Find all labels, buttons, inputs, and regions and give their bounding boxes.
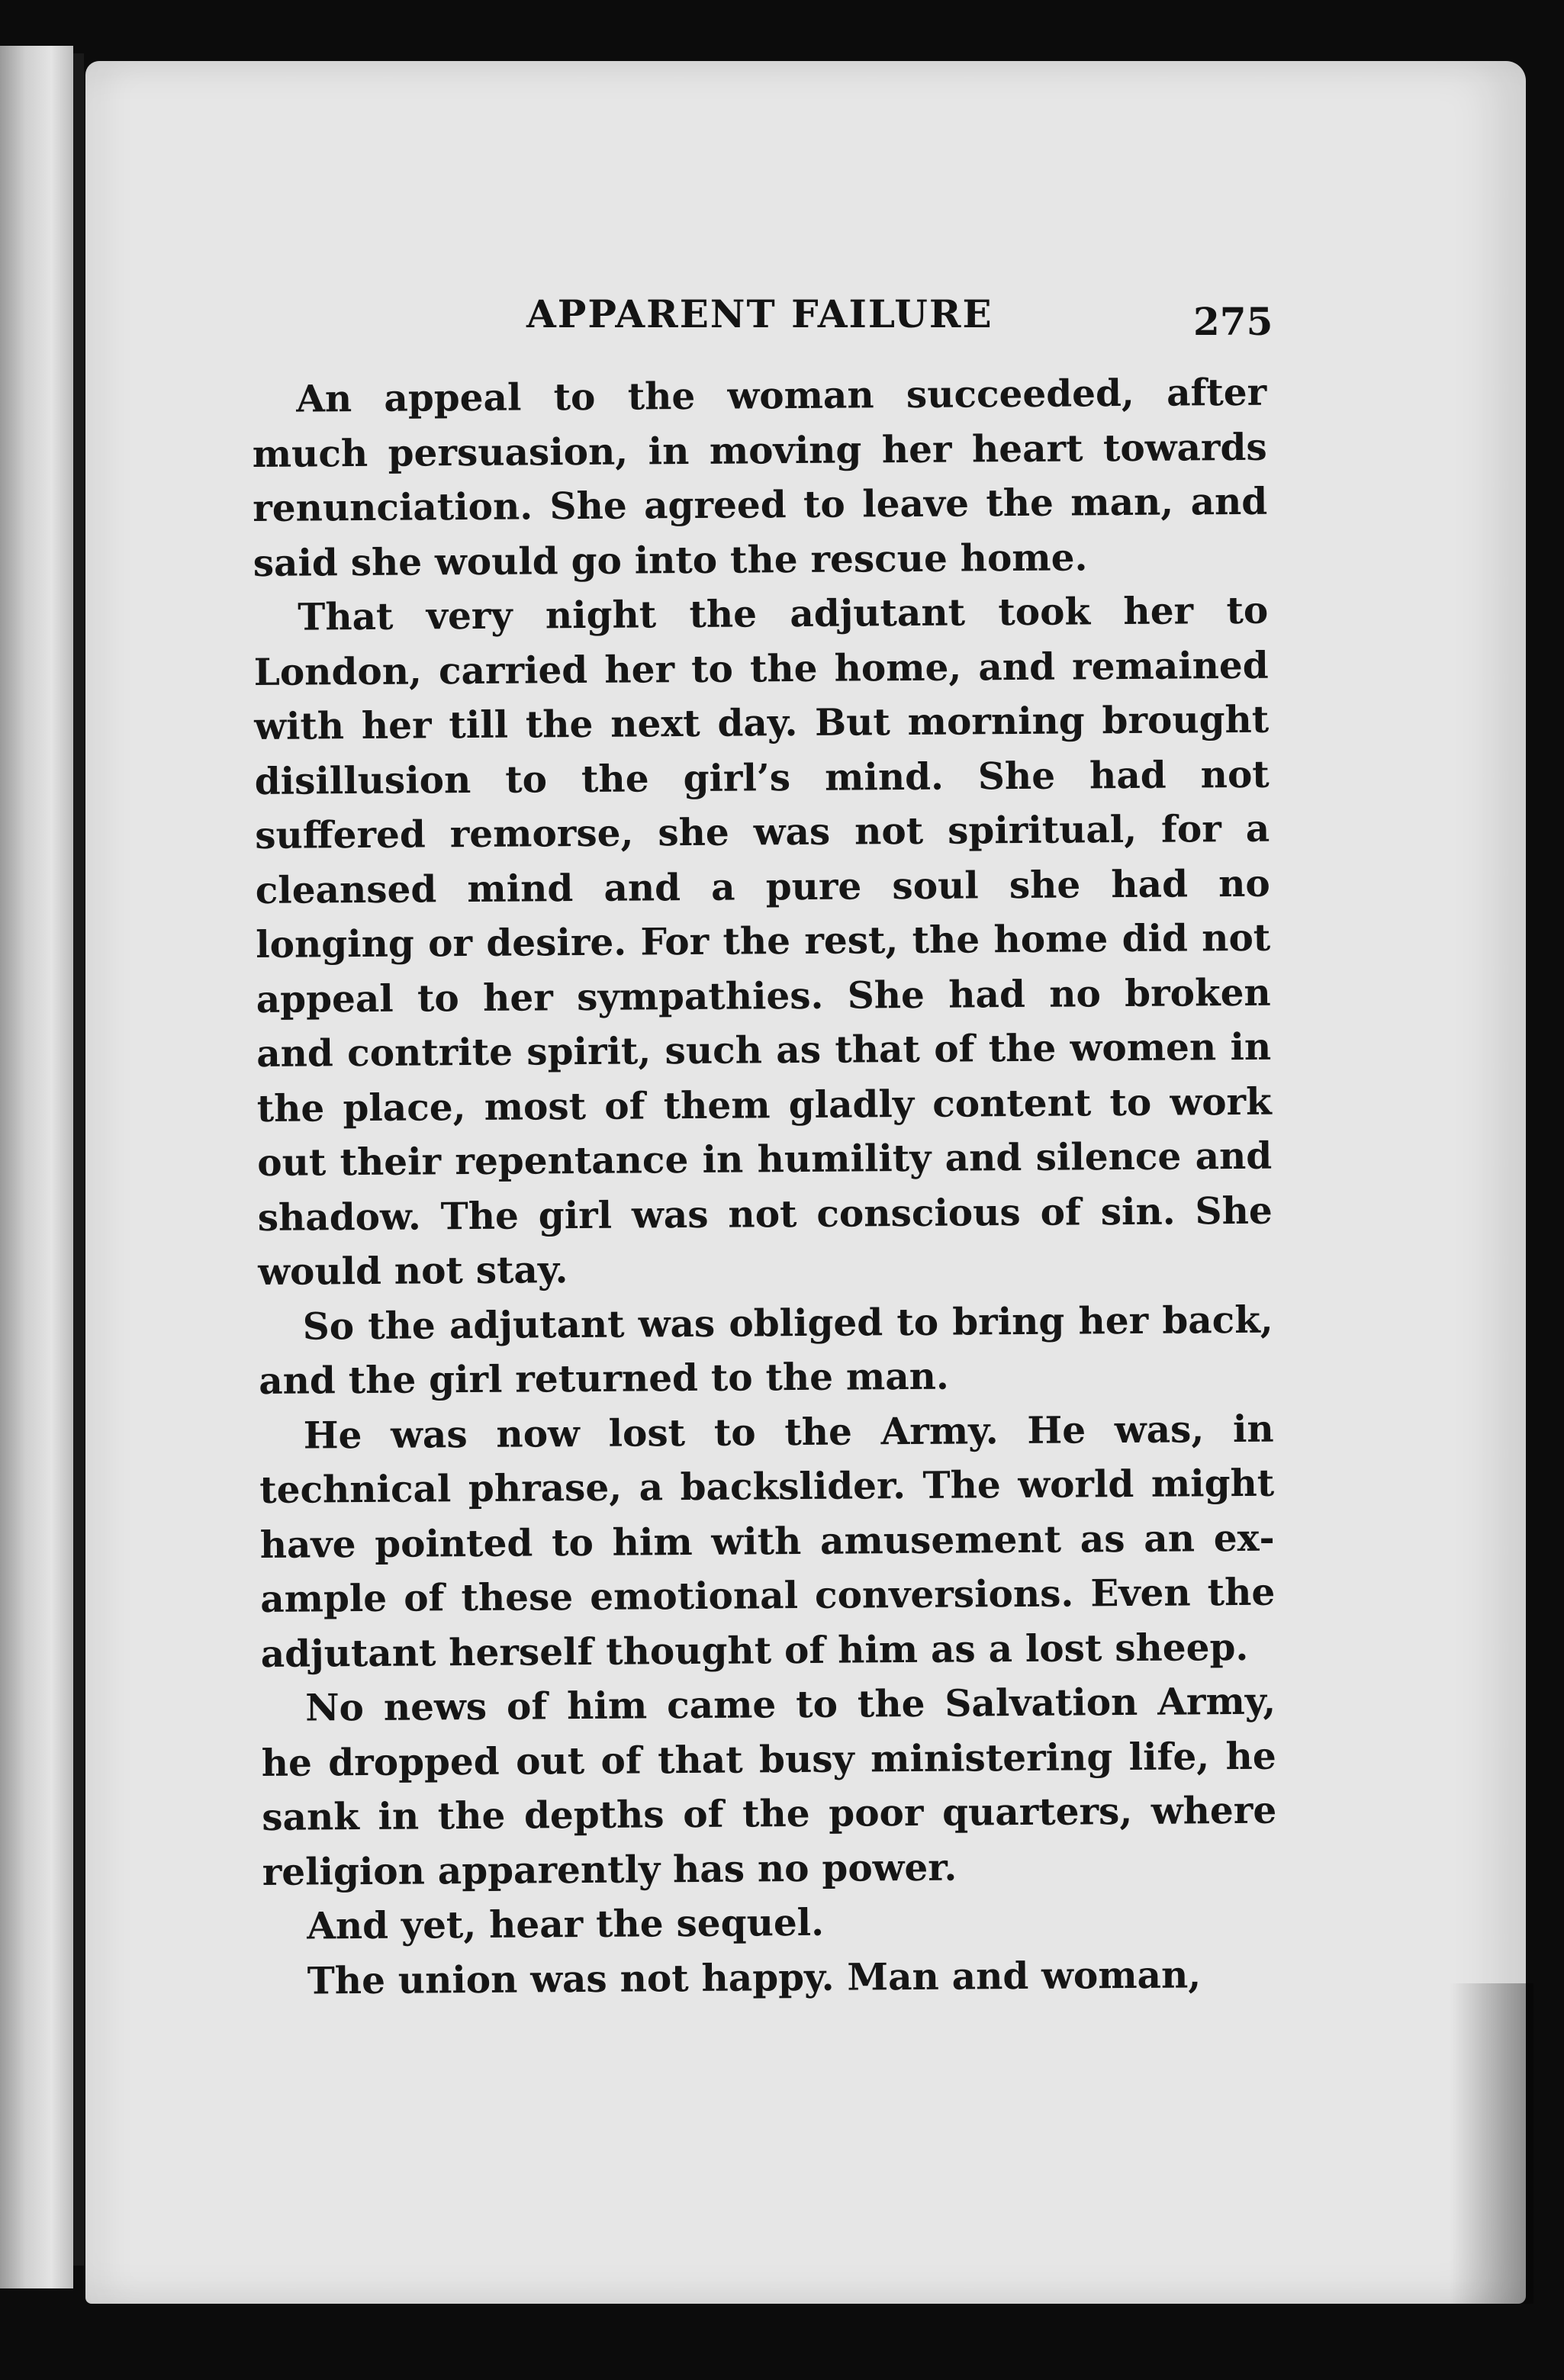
- page-number: 275: [1193, 299, 1273, 344]
- paragraph-7: The union was not happy. Man and woman,: [307, 1952, 1202, 2003]
- paragraph-4: He was now lost to the Army. He was, in technical phrase, a backslider. The world might have pointed to him with amusement as an example of these emotional conversions. Even the adjutant herself thought of him as a lost sheep.: [259, 1407, 1276, 1676]
- book-gutter: [73, 53, 84, 2266]
- paragraph-2: That very night the adjutant took her to London, carried her to the home, and remained with her till the next day. But morning brought disillusion to the girl’s mind. She had not suffered remorse, she was not spiritual, for a cleansed mind and a pure soul she had no longing or desire. For the rest, the home did not appeal to her sympathies. She had no broken and contrite spirit, such as that of the women in the place, most of them gladly content to work out their repentance in humility and silence and shadow. The girl was not conscious of sin. She would not stay.: [253, 588, 1273, 1294]
- running-head: APPARENT FAILURE: [526, 291, 993, 336]
- body-text: [252, 365, 1278, 2009]
- paragraph-6: And yet, hear the sequel.: [307, 1900, 825, 1948]
- page-shadow: [1450, 1983, 1533, 2304]
- paragraph-1: An appeal to the woman succeeded, after much persuasion, in moving her heart towards renunciation. She agreed to leave the man, and said she would go into the rescue home.: [252, 370, 1268, 585]
- paragraph-5: No news of him came to the Salvation Army, he dropped out of that busy ministering life, he sank in the depths of the poor quarters, where religion apparently has no power.: [261, 1679, 1277, 1894]
- paragraph-3: So the adjutant was obliged to bring her back, and the girl returned to the man.: [259, 1298, 1273, 1403]
- facing-page-edge: [0, 46, 73, 2288]
